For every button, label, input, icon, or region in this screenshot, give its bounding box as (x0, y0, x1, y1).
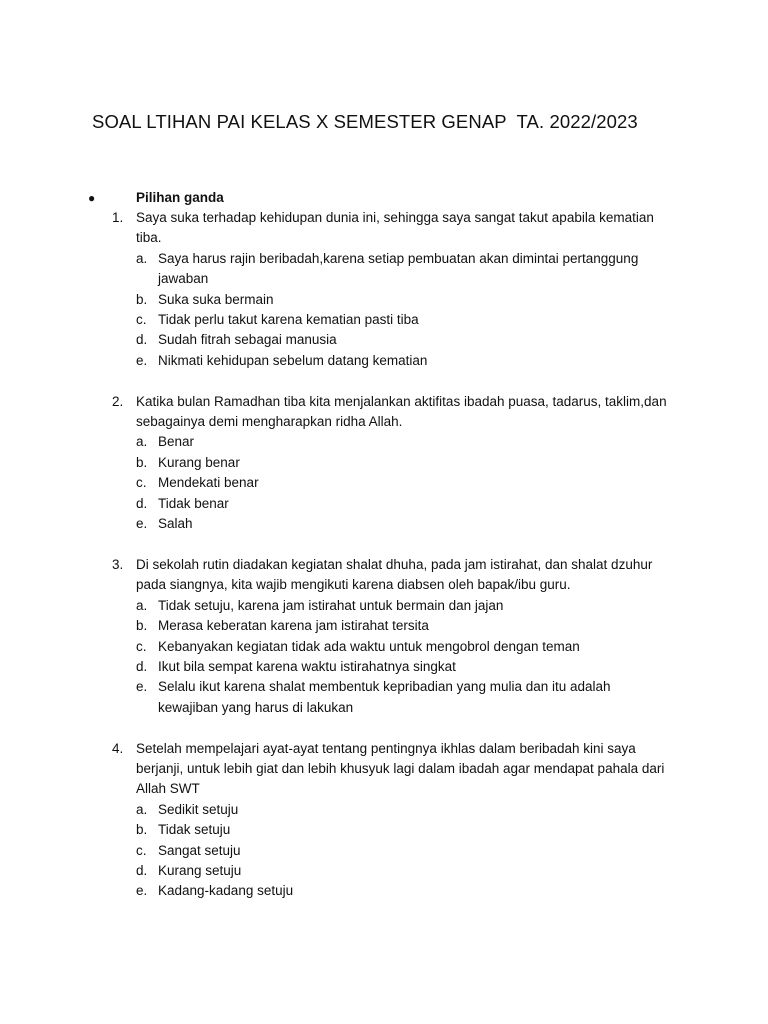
option-letter: d. (136, 658, 148, 674)
option-text (158, 249, 668, 290)
answer-option (0, 453, 768, 473)
answer-option (0, 432, 768, 452)
option-letter: b. (136, 291, 148, 307)
question-item (0, 392, 768, 535)
option-letter: a. (136, 597, 148, 613)
option-text-line: Tidak setuju, karena jam istirahat untuk bermain dan jajan (158, 597, 504, 613)
question-text-line: Katika bulan Ramadhan tiba kita menjalankan aktifitas ibadah puasa, tadarus, taklim,dan (136, 393, 667, 409)
option-text-line: Salah (158, 516, 193, 532)
answer-option (0, 677, 768, 718)
option-text-line: Kurang setuju (158, 862, 242, 878)
option-text-line: Tidak benar (158, 495, 229, 511)
option-text (158, 841, 668, 861)
question-item (0, 208, 768, 371)
option-text-line: Selalu ikut karena shalat membentuk kepribadian yang mulia dan itu adalah (158, 679, 611, 695)
option-text (158, 800, 668, 820)
question-text (136, 392, 691, 433)
question-number: 1. (112, 210, 124, 225)
option-letter: e. (136, 679, 148, 695)
option-text (158, 310, 668, 330)
question-item (0, 739, 768, 902)
option-text (158, 453, 668, 473)
answer-option (0, 596, 768, 616)
question-text (136, 208, 691, 249)
answer-options (0, 432, 768, 534)
option-text-line: Benar (158, 434, 195, 450)
question-text-line: Di sekolah rutin diadakan kegiatan shalat dhuha, pada jam istirahat, dan shalat dzuhur (136, 556, 653, 572)
option-letter: c. (136, 638, 147, 654)
option-text-line: Merasa keberatan karena jam istirahat tersita (158, 618, 429, 634)
answer-option (0, 249, 768, 290)
question-item (0, 555, 768, 718)
answer-options (0, 800, 768, 902)
option-text-line: Suka suka bermain (158, 291, 274, 307)
question-text-line: Saya suka terhadap kehidupan dunia ini, sehingga saya sangat takut apabila kematian (136, 210, 654, 225)
option-text (158, 820, 668, 840)
answer-option (0, 351, 768, 371)
option-text-line: Ikut bila sempat karena waktu istirahatnya singkat (158, 658, 456, 674)
answer-option (0, 514, 768, 534)
answer-option (0, 310, 768, 330)
option-letter: b. (136, 618, 148, 634)
option-letter: e. (136, 516, 148, 532)
question-number: 4. (112, 740, 124, 756)
option-letter: c. (136, 475, 147, 491)
option-text (158, 494, 668, 514)
option-text (158, 514, 668, 534)
option-text-line: Kadang-kadang setuju (158, 883, 294, 899)
option-letter: b. (136, 822, 148, 838)
question-list (0, 208, 768, 902)
option-text-line: Kebanyakan kegiatan tidak ada waktu untuk mengobrol dengan teman (158, 638, 580, 654)
answer-option (0, 290, 768, 310)
option-text-line: Mendekati benar (158, 475, 259, 491)
option-text (158, 616, 668, 636)
question-text-line: berjanji, untuk lebih giat dan lebih khusyuk lagi dalam ibadah agar mendapat pahala dari (136, 760, 665, 776)
answer-option (0, 330, 768, 350)
option-text-line: Tidak perlu takut karena kematian pasti tiba (158, 312, 419, 328)
option-letter: e. (136, 883, 148, 899)
answer-option (0, 841, 768, 861)
document-title: SOAL LTIHAN PAI KELAS X SEMESTER GENAP TA. 2022/2023 (92, 111, 638, 132)
option-text-line: Kurang benar (158, 454, 240, 470)
multiple-choice-section (0, 188, 768, 902)
option-text (158, 290, 668, 310)
question-number: 2. (112, 393, 124, 409)
question-text-line: sebagainya demi mengharapkan ridha Allah. (136, 414, 403, 430)
question-text-line: Allah SWT (136, 781, 200, 797)
option-text (158, 351, 668, 371)
option-text (158, 881, 668, 901)
answer-option (0, 881, 768, 901)
option-text-line: Sangat setuju (158, 842, 241, 858)
question-text (136, 555, 691, 596)
option-letter: c. (136, 312, 147, 328)
answer-option (0, 861, 768, 881)
option-letter: a. (136, 801, 148, 817)
option-text-line: Saya harus rajin beribadah,karena setiap pembuatan akan dimintai pertanggung (158, 250, 639, 266)
option-text (158, 861, 668, 881)
question-text-line: Setelah mempelajari ayat-ayat tentang pentingnya ikhlas dalam beribadah kini saya (136, 740, 636, 756)
option-text (158, 432, 668, 452)
option-text (158, 473, 668, 493)
option-letter: e. (136, 352, 148, 368)
answer-options (0, 596, 768, 718)
option-letter: d. (136, 862, 148, 878)
bullet-icon: ● (88, 191, 96, 205)
answer-option (0, 616, 768, 636)
answer-option (0, 657, 768, 677)
option-text-line: kewajiban yang harus di lakukan (158, 699, 354, 715)
answer-option (0, 473, 768, 493)
question-number: 3. (112, 556, 124, 572)
answer-options (0, 249, 768, 371)
option-letter: d. (136, 332, 148, 348)
option-letter: a. (136, 434, 148, 450)
option-text-line: Sedikit setuju (158, 801, 239, 817)
section-heading (0, 188, 768, 208)
option-text-line: jawaban (158, 271, 209, 287)
answer-option (0, 494, 768, 514)
option-text-line: Tidak setuju (158, 822, 231, 838)
option-letter: b. (136, 454, 148, 470)
option-letter: c. (136, 842, 147, 858)
option-text (158, 596, 668, 616)
option-letter: a. (136, 250, 148, 266)
question-text (136, 739, 691, 800)
question-text-line: pada siangnya, kita wajib mengikuti karena diabsen oleh bapak/ibu guru. (136, 577, 571, 593)
answer-option (0, 800, 768, 820)
option-text (158, 637, 668, 657)
option-letter: d. (136, 495, 148, 511)
option-text (158, 677, 668, 718)
answer-option (0, 637, 768, 657)
question-text-line: tiba. (136, 230, 162, 246)
section-label: Pilihan ganda (136, 190, 224, 205)
option-text (158, 657, 668, 677)
option-text-line: Sudah fitrah sebagai manusia (158, 332, 337, 348)
option-text-line: Nikmati kehidupan sebelum datang kematian (158, 352, 428, 368)
option-text (158, 330, 668, 350)
answer-option (0, 820, 768, 840)
